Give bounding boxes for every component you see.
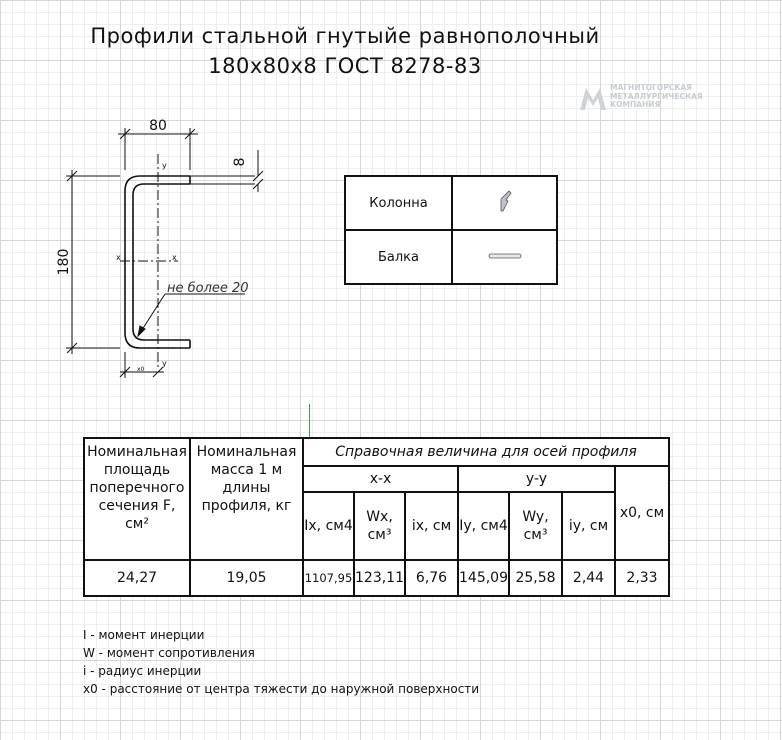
value-mass: 19,05 — [190, 560, 303, 596]
radius-note: не более 20 — [167, 281, 249, 296]
value-x0: 2,33 — [615, 560, 669, 596]
header-wx: Wx, см³ — [354, 492, 405, 560]
company-logo — [578, 84, 718, 112]
header-axis-xx: x-x — [303, 466, 458, 492]
column-icon — [495, 187, 515, 215]
value-wy: 25,58 — [509, 560, 562, 596]
header-iy-radius: iy, см — [562, 492, 615, 560]
header-mass: Номинальная масса 1 м длины профиля, кг — [190, 438, 303, 560]
value-iy-radius: 2,44 — [562, 560, 615, 596]
axis-y-top-label: y — [162, 161, 167, 170]
axis-y-bottom-label: y — [162, 359, 167, 368]
legend-item: I - момент инерции — [83, 628, 205, 642]
beam-icon — [487, 251, 523, 261]
logo-mark-icon — [578, 84, 608, 112]
axis-x-right-label: x — [172, 253, 177, 262]
legend-item: i - радиус инерции — [83, 664, 202, 678]
header-iy: Iy, см4 — [458, 492, 509, 560]
header-area: Номинальная площадь поперечного сечения F, см² — [84, 438, 190, 560]
value-wx: 123,11 — [354, 560, 405, 596]
legend — [83, 626, 479, 698]
usage-beam-label: Балка — [345, 230, 452, 284]
x0-dim-label: x0 — [137, 366, 145, 373]
value-iy: 145,09 — [458, 560, 509, 596]
legend-item: x0 - расстояние от центра тяжести до наружной поверхности — [83, 682, 480, 696]
axis-x-left-label: x — [116, 253, 121, 262]
header-wy: Wy, см³ — [509, 492, 562, 560]
header-x0: x0, см — [615, 466, 669, 560]
dim-width-label: 80 — [149, 118, 167, 134]
usage-column-label: Колонна — [345, 176, 452, 230]
header-ix: Ix, см4 — [303, 492, 354, 560]
usage-table — [344, 175, 558, 285]
profile-drawing — [40, 110, 280, 390]
legend-item: W - момент сопротивления — [83, 646, 255, 660]
table-row — [84, 560, 669, 596]
value-ix-radius: 6,76 — [405, 560, 458, 596]
usage-column-cell — [452, 176, 557, 230]
header-reference: Справочная величина для осей профиля — [303, 438, 669, 466]
dim-thickness-label: 8 — [232, 157, 248, 167]
logo-text: МАГНИТОГОРСКАЯ МЕТАЛЛУРГИЧЕСКАЯ КОМПАНИЯ — [610, 83, 703, 109]
page-title: Профили стальной гнутыйе равнополочный — [90, 24, 600, 48]
page-subtitle: 180x80x8 ГОСТ 8278-83 — [208, 54, 482, 78]
value-area: 24,27 — [84, 560, 190, 596]
usage-beam-cell — [452, 230, 557, 284]
value-ix: 1107,95 — [303, 560, 354, 596]
properties-table — [83, 437, 670, 597]
usage-row-beam — [345, 230, 557, 284]
header-ix-radius: ix, см — [405, 492, 458, 560]
dim-height-label: 180 — [56, 248, 72, 276]
header-axis-yy: y-y — [458, 466, 615, 492]
usage-row-column — [345, 176, 557, 230]
